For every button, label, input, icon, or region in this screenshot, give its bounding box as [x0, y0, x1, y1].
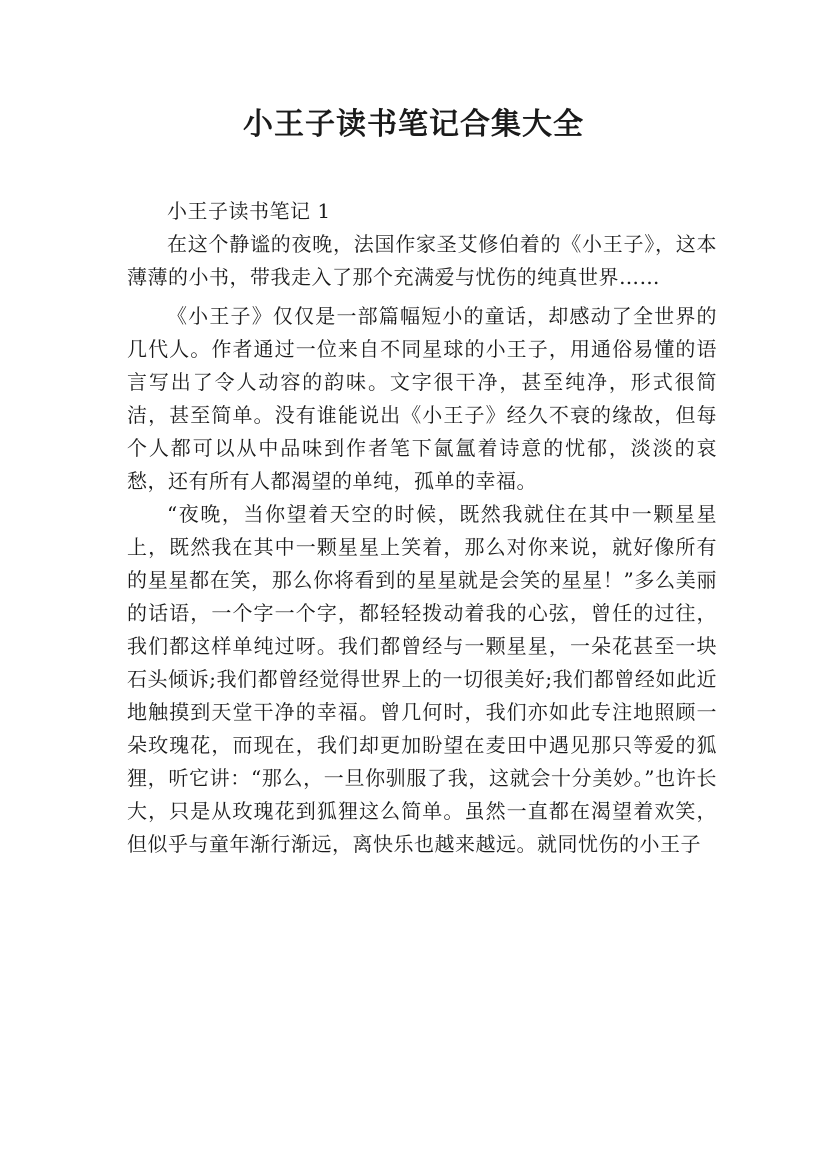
paragraph-1: 在这个静谧的夜晚，法国作家圣艾修伯着的《小王子》，这本薄薄的小书，带我走入了那个充满爱与忧伤的纯真世界…… [127, 232, 717, 289]
document-body [127, 195, 717, 861]
section-heading: 小王子读书笔记 1 [167, 199, 331, 223]
paragraph-3: “夜晚，当你望着天空的时候，既然我就住在其中一颗星星上，既然我在其中一颗星星上笑着，那么对你来说，就好像所有的星星都在笑，那么你将看到的星星就是会笑的星星！”多么美丽的话语，一个字一个字，都轻轻拨动着我的心弦，曾任的过往，我们都这样单纯过呀。我们都曾经与一颗星星，一朵花甚至一块石头倾诉;我们都曾经觉得世界上的一切很美好;我们都曾经如此近地触摸到天堂干净的幸福。曾几何时，我们亦如此专注地照顾一朵玫瑰花，而现在，我们却更加盼望在麦田中遇见那只等爱的狐狸，听它讲：“那么，一旦你驯服了我，这就会十分美妙。”也许长大，只是从玫瑰花到狐狸这么简单。虽然一直都在渴望着欢笑，但似乎与童年渐行渐远，离快乐也越来越远。就同忧伤的小王子 [127, 502, 717, 856]
paragraph-2: 《小王子》仅仅是一部篇幅短小的童话，却感动了全世界的几代人。作者通过一位来自不同星球的小王子，用通俗易懂的语言写出了令人动容的韵味。文字很干净，甚至纯净，形式很简洁，甚至简单。没有谁能说出《小王子》经久不衰的缘故，但每个人都可以从中品味到作者笔下氤氲着诗意的忧郁，淡淡的哀愁，还有所有人都渴望的单纯，孤单的幸福。 [127, 304, 717, 493]
document-title: 小王子读书笔记合集大全 [243, 107, 584, 142]
